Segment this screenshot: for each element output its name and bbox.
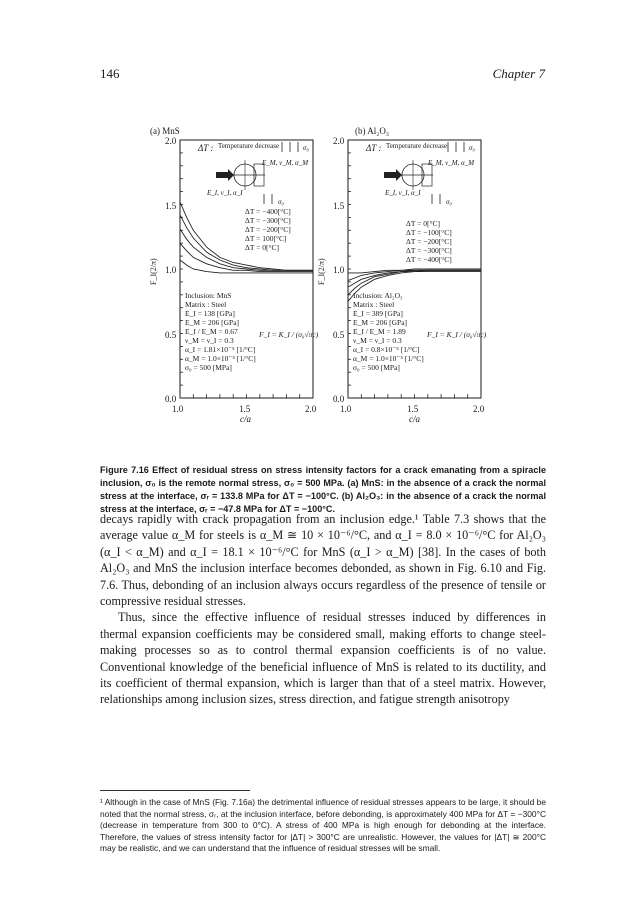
panel-b-ylabel: F_I(2/π) (317, 258, 326, 285)
panel-b-param: ν_M = ν_I = 0.3 (353, 336, 402, 345)
panel-b-curve-label: ΔT = −300[°C] (406, 246, 452, 255)
page-number: 146 (100, 66, 120, 81)
panel-b-param: E_M = 206 [GPa] (353, 318, 408, 327)
panel-a-sigma-bottom: σ₀ (278, 198, 284, 206)
panel-a-xtick-1.5: 1.5 (239, 404, 251, 414)
panel-b-param: σ₀ = 500 [MPa] (353, 363, 400, 372)
panel-b-delta-t: ΔT : (366, 143, 382, 153)
panel-b-formula: F_I = K_I / (σ₀√πc) (427, 330, 487, 339)
running-header-chapter: Chapter 7 (492, 66, 545, 81)
panel-b-sigma-top: σ₀ (469, 144, 475, 152)
panel-b-curve-label: ΔT = −400[°C] (406, 255, 452, 264)
panel-a-xtick-2.0: 2.0 (305, 404, 317, 414)
panel-a-param: σ₀ = 500 [MPa] (185, 363, 232, 372)
body-paragraph: Thus, since the effective influence of residual stresses induced by differences in thermal expansion coefficients may be considered small, making efforts to change steel-making processes so as to control thermal expansion coefficients is of no value. Conventional knowledge of the beneficial influence of MnS is related to its ductility, and its coefficient of thermal expansion, which is larger than that of a steel matrix. However, relationships among inclusion sizes, stress direction, and fatigue strength anisotropy (100, 610, 546, 707)
panel-b-param: Inclusion: Al₂O₃ (353, 291, 403, 300)
panel-b-curve-label: ΔT = 0[°C] (406, 219, 440, 228)
footnote: ¹ Although in the case of MnS (Fig. 7.16a) the detrimental influence of residual stresses appears to be large, it should be noted that the normal stress, σᵣ, at the inclusion interface, before debonding, is approximately 400 MPa for ΔT = −300°C (decrease in temperature from 300 to 0°C). A stress of 400 MPa is high enough for debonding at the interface. Therefore, the values of stress intensity factor for |ΔT| > 300°C are unrealistic. However, the values for |ΔT| ≅ 200°C may be realistic, and we can understand that the influence of residual stresses will be small. (100, 797, 546, 854)
panel-b-ytick-2.0: 2.0 (333, 136, 345, 146)
panel-b-params (353, 291, 424, 372)
panel-a-inclusion-props: E_I, ν_I, α_I (207, 189, 243, 197)
panel-a-ylabel: F_I(2/π) (149, 258, 158, 285)
panel-a-delta-t: ΔT : (198, 143, 214, 153)
panel-a-param: α_M = 1.0×10⁻⁵ [1/°C] (185, 354, 256, 363)
bottom-stress-arrows (432, 194, 440, 204)
panel-a-matrix-props: E_M, ν_M, α_M (262, 159, 309, 167)
panel-a-params (185, 291, 256, 372)
bottom-stress-arrows (264, 194, 272, 204)
panel-b-ytick-1.0: 1.0 (333, 265, 345, 275)
panel-a-inset-schematic (197, 142, 309, 206)
temperature-arrow-icon (216, 169, 234, 181)
panel-b-ytick-1.5: 1.5 (333, 201, 345, 211)
panel-b-ytick-0.0: 0.0 (333, 394, 345, 404)
panel-a-curve-label: ΔT = −400[°C] (245, 207, 291, 216)
panel-a-param: Inclusion: MnS (185, 291, 232, 300)
panel-b-curve-labels (406, 219, 452, 264)
top-stress-arrows (448, 142, 464, 152)
panel-a-ytick-0.0: 0.0 (165, 394, 177, 404)
panel-b-ytick-0.5: 0.5 (333, 330, 345, 340)
panel-a-param: E_I = 138 [GPa] (185, 309, 235, 318)
panel-b-title: (b) Al₂O₃ (355, 126, 390, 136)
panel-b-xtick-2.0: 2.0 (473, 404, 485, 414)
panel-a-ytick-2.0: 2.0 (165, 136, 177, 146)
panel-b-param: α_M = 1.0×10⁻⁵ [1/°C] (353, 354, 424, 363)
body-paragraph: decays rapidly with crack propagation from an inclusion edge.¹ Table 7.3 shows that the average value α_M for steels is α_M ≅ 10 × 10⁻⁶/°C, and α_I = 8.0 × 10⁻⁶/°C for Al₂O₃ (α_I < α_M) and α_I = 18.1 × 10⁻⁶/°C for MnS (α_I > α_M) [38]. In the cases of both Al₂O₃ and MnS the inclusion interface becomes debonded, as shown in Fig. 6.10 and Fig. 7.6. Thus, debonding of an inclusion always occurs regardless of the presence of tensile or compressive residual stresses. (100, 512, 546, 609)
panel-a-param: ν_M = ν_I = 0.3 (185, 336, 234, 345)
panel-a-curve-label: ΔT = 100[°C] (245, 234, 287, 243)
panel-a-delta-t-desc: Temperature decrease (218, 142, 280, 150)
panel-b-xtick-1.5: 1.5 (407, 404, 419, 414)
panel-b-curve-label: ΔT = −100[°C] (406, 228, 452, 237)
panel-a (149, 126, 319, 424)
top-stress-arrows (282, 142, 298, 152)
panel-a-curve-label: ΔT = −300[°C] (245, 216, 291, 225)
panel-b-matrix-props: E_M, ν_M, α_M (428, 159, 475, 167)
panel-b-delta-t-desc: Temperature decrease (386, 142, 448, 150)
panel-a-formula: F_I = K_I / (σ₀√πc) (259, 330, 319, 339)
panel-a-param: E_M = 206 [GPa] (185, 318, 240, 327)
series-line-2 (348, 270, 481, 287)
figure-caption: Figure 7.16 Effect of residual stress on stress intensity factors for a crack emanating from a spiracle inclusion, σ₀ is the remote normal stress, σ₀ = 500 MPa. (a) MnS: in the absence of a crack the normal stress at the interface, σᵣ = 133.8 MPa for ΔT = −100°C. (b) Al₂O₃: in the absence of a crack the normal stress at the interface, σᵣ = −47.8 MPa for ΔT = −100°C. (100, 465, 546, 514)
series-line-4 (180, 260, 313, 273)
panel-b-xtick-1.0: 1.0 (340, 404, 352, 414)
panel-a-ytick-1.0: 1.0 (165, 265, 177, 275)
panel-a-title: (a) MnS (150, 126, 180, 136)
panel-b-inset-schematic (365, 142, 475, 206)
panel-a-ytick-1.5: 1.5 (165, 201, 177, 211)
panel-a-xtick-1.0: 1.0 (172, 404, 184, 414)
series-line-0 (348, 269, 481, 273)
panel-b-param: Matrix : Steel (353, 300, 395, 309)
panel-b-xlabel: c/a (409, 414, 420, 424)
panel-b-param: α_I = 0.8×10⁻⁵ [1/°C] (353, 345, 420, 354)
panel-a-curve-label: ΔT = −200[°C] (245, 225, 291, 234)
panel-a-param: α_I = 1.81×10⁻⁵ [1/°C] (185, 345, 256, 354)
panel-a-param: E_I / E_M = 0.67 (185, 327, 238, 336)
panel-b-param: E_I / E_M = 1.89 (353, 327, 406, 336)
panel-b-curve-label: ΔT = −200[°C] (406, 237, 452, 246)
body-text (100, 511, 546, 708)
panel-a-xlabel: c/a (240, 414, 251, 424)
panel-a-curve-label: ΔT = 0[°C] (245, 243, 279, 252)
panel-b-sigma-bottom: σ₀ (446, 198, 452, 206)
footnote-rule (100, 790, 250, 791)
panel-a-param: Matrix : Steel (185, 300, 227, 309)
panel-a-ytick-0.5: 0.5 (165, 330, 177, 340)
panel-b (317, 126, 487, 424)
panel-b-param: E_I = 389 [GPa] (353, 309, 403, 318)
temperature-arrow-icon (384, 169, 402, 181)
panel-b-inclusion-props: E_I, ν_I, α_I (385, 189, 421, 197)
panel-a-curve-labels (245, 207, 291, 252)
panel-a-sigma-top: σ₀ (303, 144, 309, 152)
